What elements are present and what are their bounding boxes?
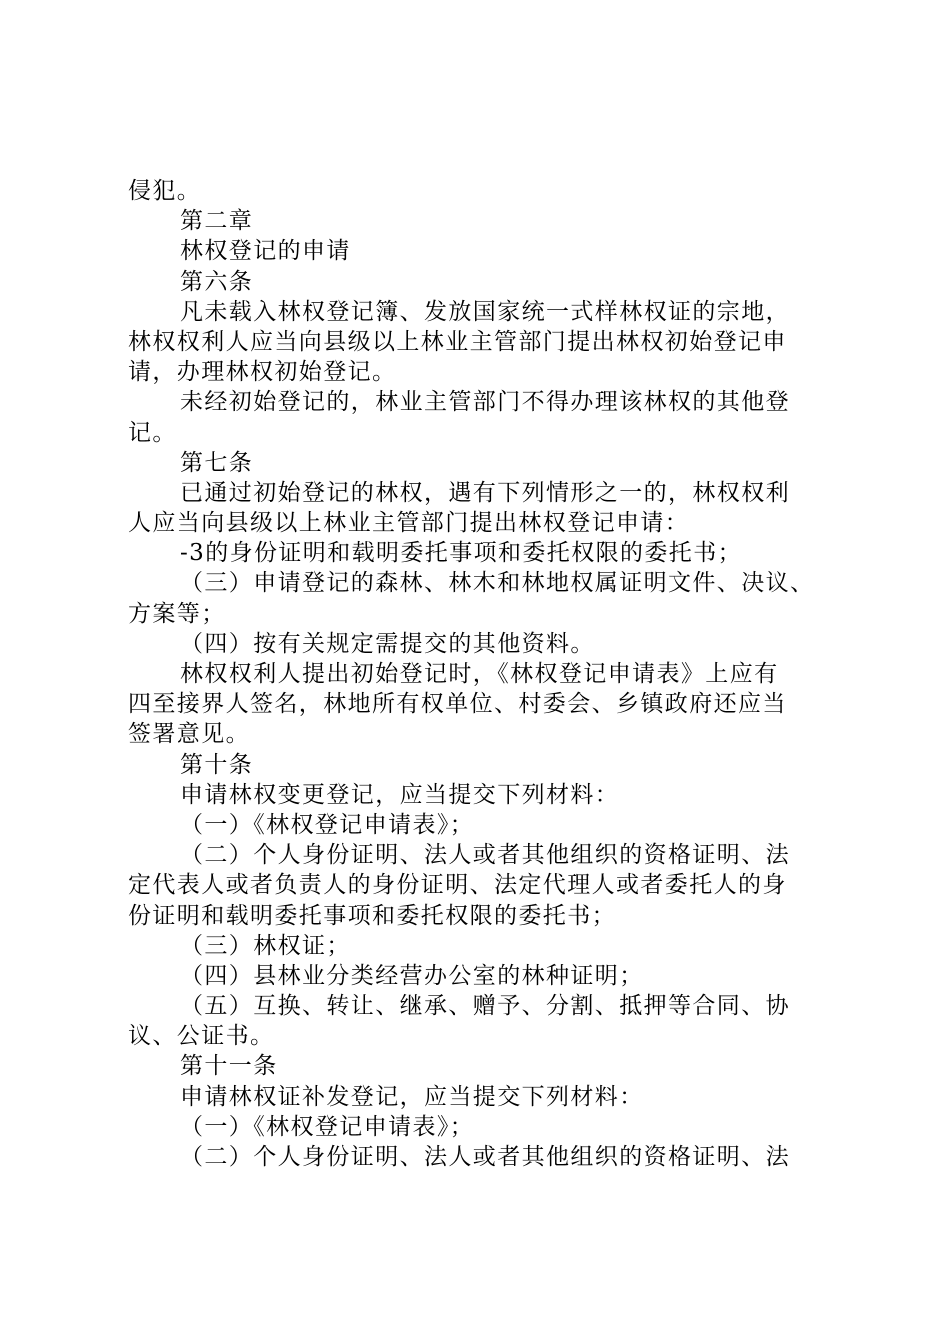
document-line: 第六条 bbox=[180, 268, 254, 295]
document-line: （三）申请登记的森林、林木和林地权属证明文件、决议、 bbox=[180, 570, 815, 597]
document-line: 记。 bbox=[128, 419, 177, 446]
document-line: （三）林权证； bbox=[180, 932, 351, 959]
document-line: 申请林权证补发登记，应当提交下列材料： bbox=[180, 1083, 644, 1110]
document-line: 请，办理林权初始登记。 bbox=[128, 359, 397, 386]
document-line: 凡未载入林权登记簿、发放国家统一式样林权证的宗地， bbox=[180, 298, 790, 325]
document-line: （五）互换、转让、继承、赠予、分割、抵押等合同、协 bbox=[180, 993, 790, 1020]
document-line: 已通过初始登记的林权，遇有下列情形之一的，林权权利 bbox=[180, 479, 790, 506]
document-line: （二）个人身份证明、法人或者其他组织的资格证明、法 bbox=[180, 1144, 790, 1170]
document-line: 第二章 bbox=[180, 208, 254, 235]
document-line: 四至接界人签名，林地所有权单位、村委会、乡镇政府还应当 bbox=[128, 691, 787, 718]
document-line: 侵犯。 bbox=[128, 178, 202, 204]
document-line: 方案等； bbox=[128, 600, 226, 627]
document-line: 份证明和载明委托事项和委托权限的委托书； bbox=[128, 902, 616, 929]
document-line: 林权权利人应当向县级以上林业主管部门提出林权初始登记申 bbox=[128, 328, 787, 355]
document-line: （二）个人身份证明、法人或者其他组织的资格证明、法 bbox=[180, 842, 790, 869]
document-line: （四）县林业分类经营办公室的林种证明； bbox=[180, 962, 644, 989]
document-line: （一）《林权登记申请表》； bbox=[180, 1113, 475, 1140]
document-body bbox=[128, 176, 838, 1172]
document-line: -3的身份证明和载明委托事项和委托权限的委托书； bbox=[180, 540, 743, 567]
document-line: 林权登记的申请 bbox=[180, 238, 351, 265]
document-line: （一）《林权登记申请表》； bbox=[180, 811, 475, 838]
document-line: （四）按有关规定需提交的其他资料。 bbox=[180, 630, 595, 657]
document-line: 第十一条 bbox=[180, 1053, 278, 1080]
document-line: 人应当向县级以上林业主管部门提出林权登记申请： bbox=[128, 510, 690, 537]
document-line: 第七条 bbox=[180, 449, 254, 476]
document-line: 申请林权变更登记，应当提交下列材料： bbox=[180, 781, 620, 808]
document-line: 林权权利人提出初始登记时，《林权登记申请表》上应有 bbox=[180, 661, 779, 687]
document-line: 未经初始登记的，林业主管部门不得办理该林权的其他登 bbox=[180, 389, 790, 416]
document-line: 议、公证书。 bbox=[128, 1023, 275, 1050]
document-line: 第十条 bbox=[180, 751, 254, 778]
document-line: 定代表人或者负责人的身份证明、法定代理人或者委托人的身 bbox=[128, 872, 787, 899]
document-line: 签署意见。 bbox=[128, 721, 250, 748]
